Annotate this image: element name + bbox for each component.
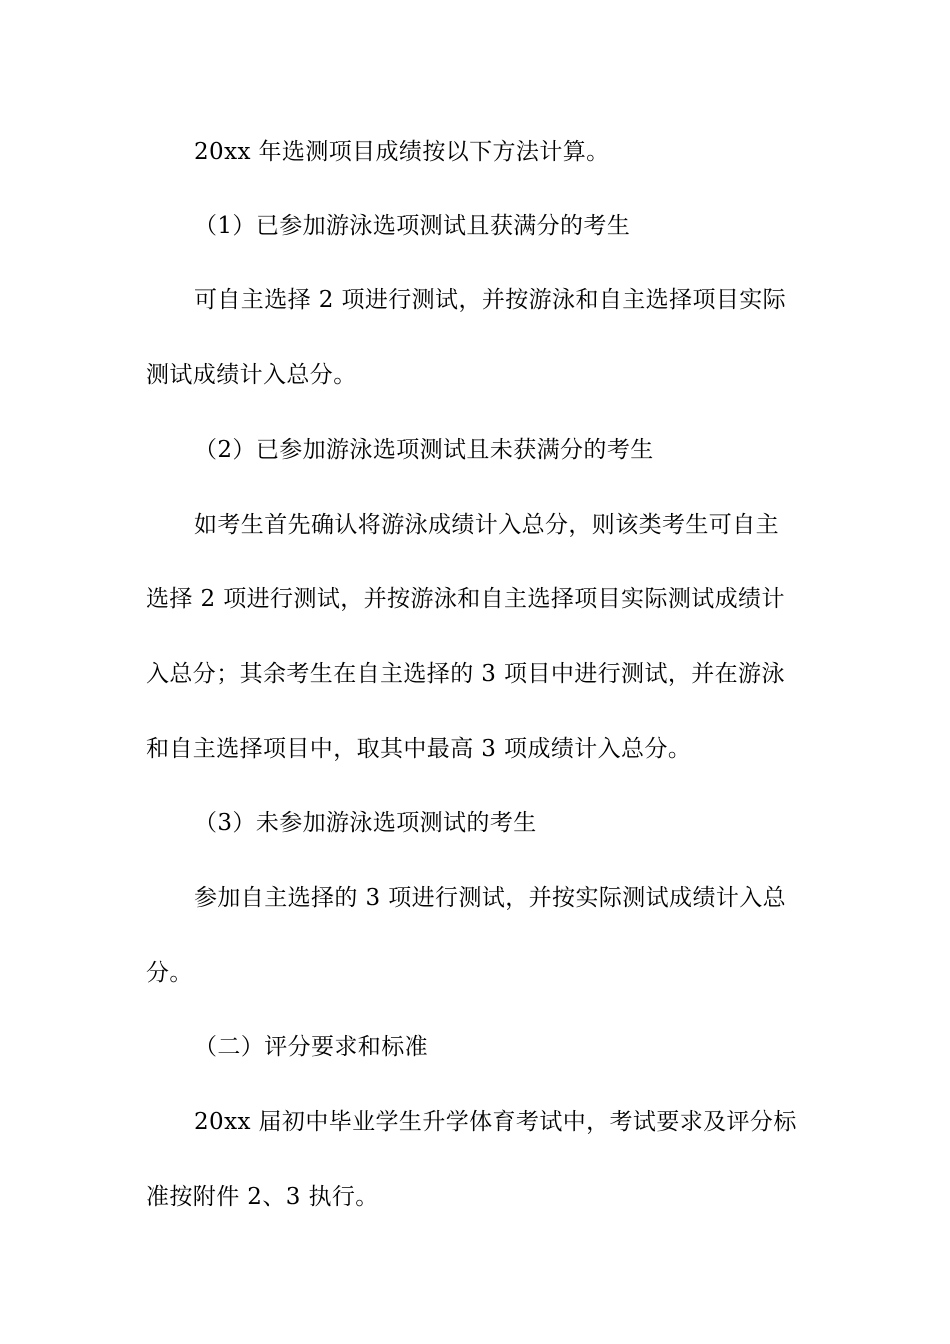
paragraph-3-line-2: 分。 — [146, 960, 193, 986]
paragraph-4-line-1: 20xx 届初中毕业学生升学体育考试中，考试要求及评分标 — [194, 1109, 797, 1135]
paragraph-1-line-1: 可自主选择 2 项进行测试，并按游泳和自主选择项目实际 — [194, 287, 787, 313]
paragraph-intro-line-1: 20xx 年选测项目成绩按以下方法计算。 — [194, 139, 610, 165]
paragraph-1-line-2: 测试成绩计入总分。 — [146, 362, 357, 388]
paragraph-2-line-1: 如考生首先确认将游泳成绩计入总分，则该类考生可自主 — [194, 512, 779, 538]
section-heading: （二）评分要求和标准 — [194, 1034, 428, 1060]
paragraph-4-line-2: 准按附件 2、3 执行。 — [146, 1184, 379, 1210]
paragraph-3-line-1: 参加自主选择的 3 项进行测试，并按实际测试成绩计入总 — [194, 885, 787, 911]
paragraph-2-line-3: 入总分；其余考生在自主选择的 3 项目中进行测试，并在游泳 — [146, 661, 785, 687]
paragraph-2-line-4: 和自主选择项目中，取其中最高 3 项成绩计入总分。 — [146, 736, 692, 762]
subheading-1: （1）已参加游泳选项测试且获满分的考生 — [194, 213, 631, 239]
subheading-2: （2）已参加游泳选项测试且未获满分的考生 — [194, 437, 654, 463]
subheading-3: （3）未参加游泳选项测试的考生 — [194, 810, 537, 836]
paragraph-2-line-2: 选择 2 项进行测试，并按游泳和自主选择项目实际测试成绩计 — [146, 586, 785, 612]
